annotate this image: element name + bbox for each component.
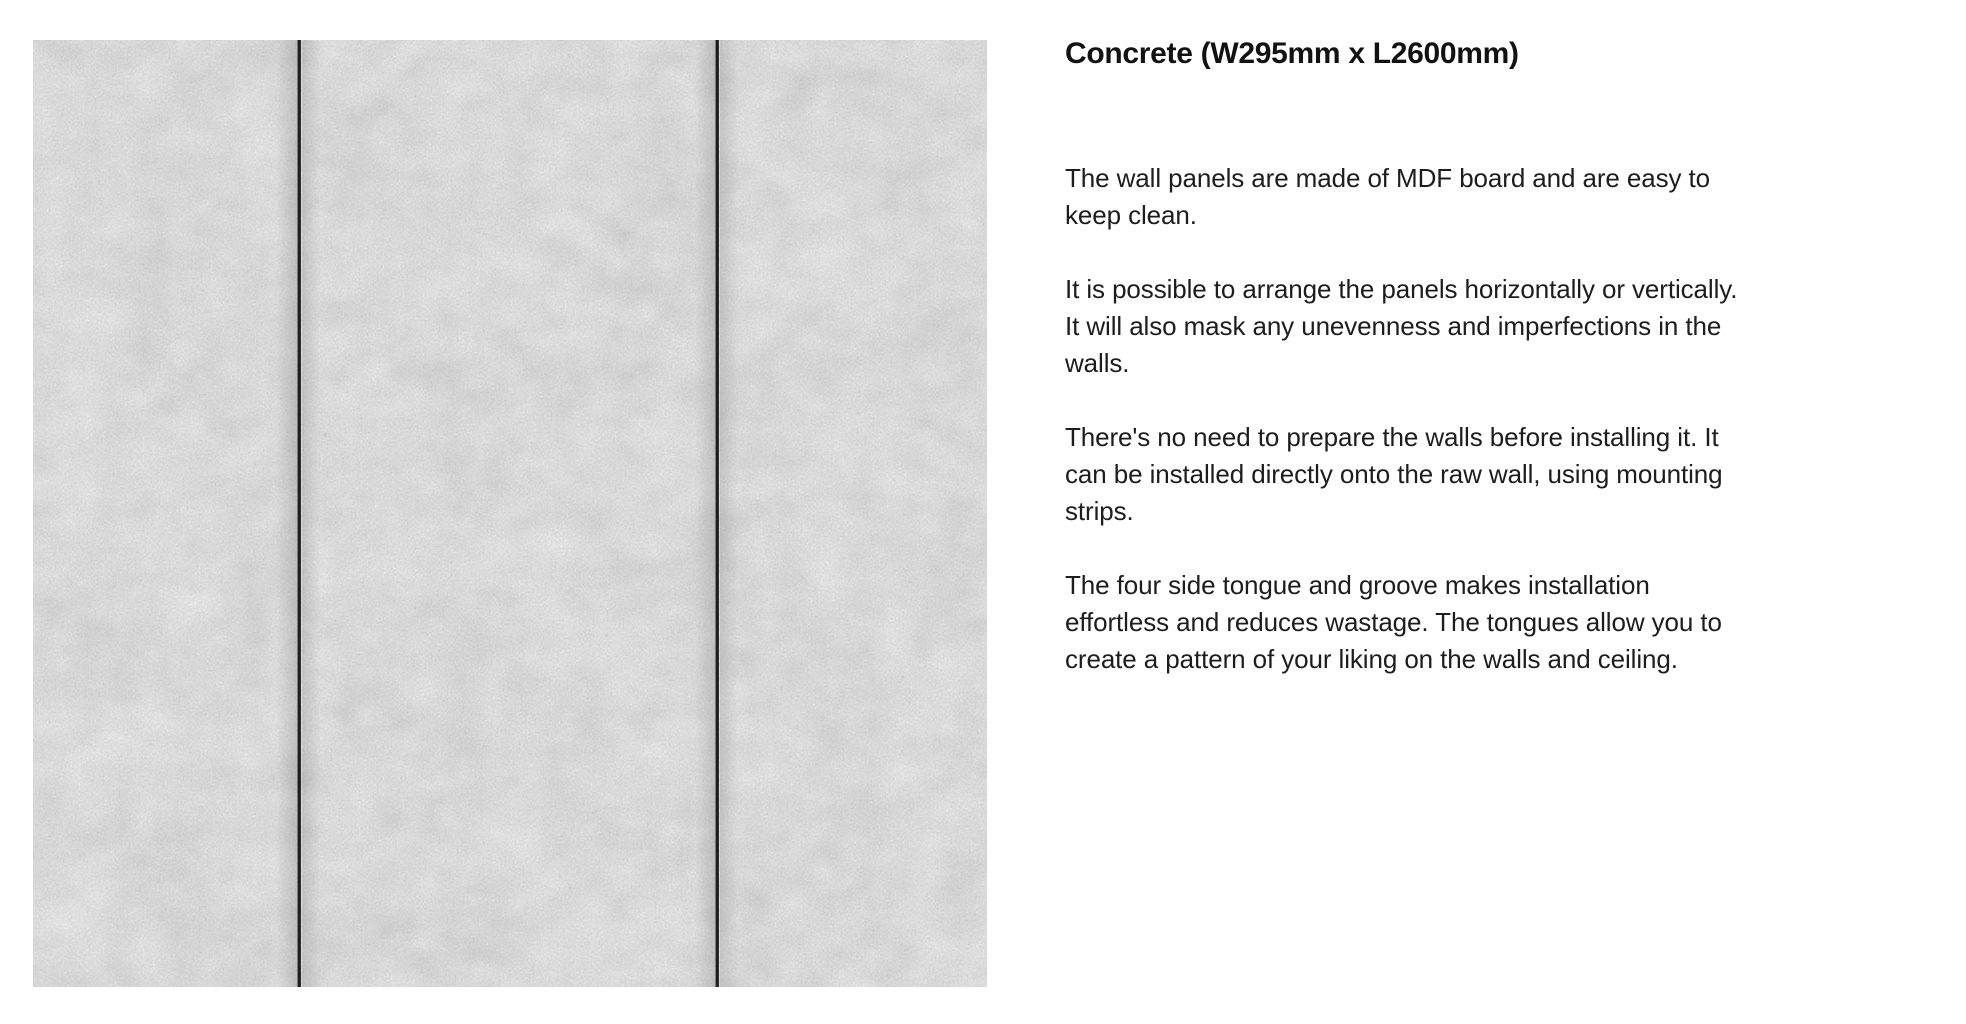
product-image <box>33 40 987 987</box>
description-line: create a pattern of your liking on the walls and ceiling. <box>1065 644 1678 674</box>
description-line: The wall panels are made of MDF board and are easy to <box>1065 163 1711 193</box>
panel-seam-2 <box>716 40 719 987</box>
description-line: effortless and reduces wastage. The tongues allow you to <box>1065 607 1722 637</box>
description-line: keep clean. <box>1065 200 1197 230</box>
product-description-paragraph <box>1065 567 1925 678</box>
panel-seam-1 <box>298 40 301 987</box>
description-line: walls. <box>1065 348 1130 378</box>
concrete-texture-image <box>33 40 987 987</box>
description-line: strips. <box>1065 496 1134 526</box>
description-line: It is possible to arrange the panels horizontally or vertically. <box>1065 274 1738 304</box>
description-line: There's no need to prepare the walls before installing it. It <box>1065 422 1719 452</box>
product-description-paragraph <box>1065 419 1925 530</box>
description-line: It will also mask any unevenness and imperfections in the <box>1065 311 1722 341</box>
product-title: Concrete (W295mm x L2600mm) <box>1065 37 1519 70</box>
product-description-paragraph <box>1065 160 1925 234</box>
description-line: The four side tongue and groove makes installation <box>1065 570 1650 600</box>
product-description-paragraph <box>1065 271 1925 382</box>
description-line: can be installed directly onto the raw wall, using mounting <box>1065 459 1723 489</box>
product-details <box>1065 36 1925 715</box>
